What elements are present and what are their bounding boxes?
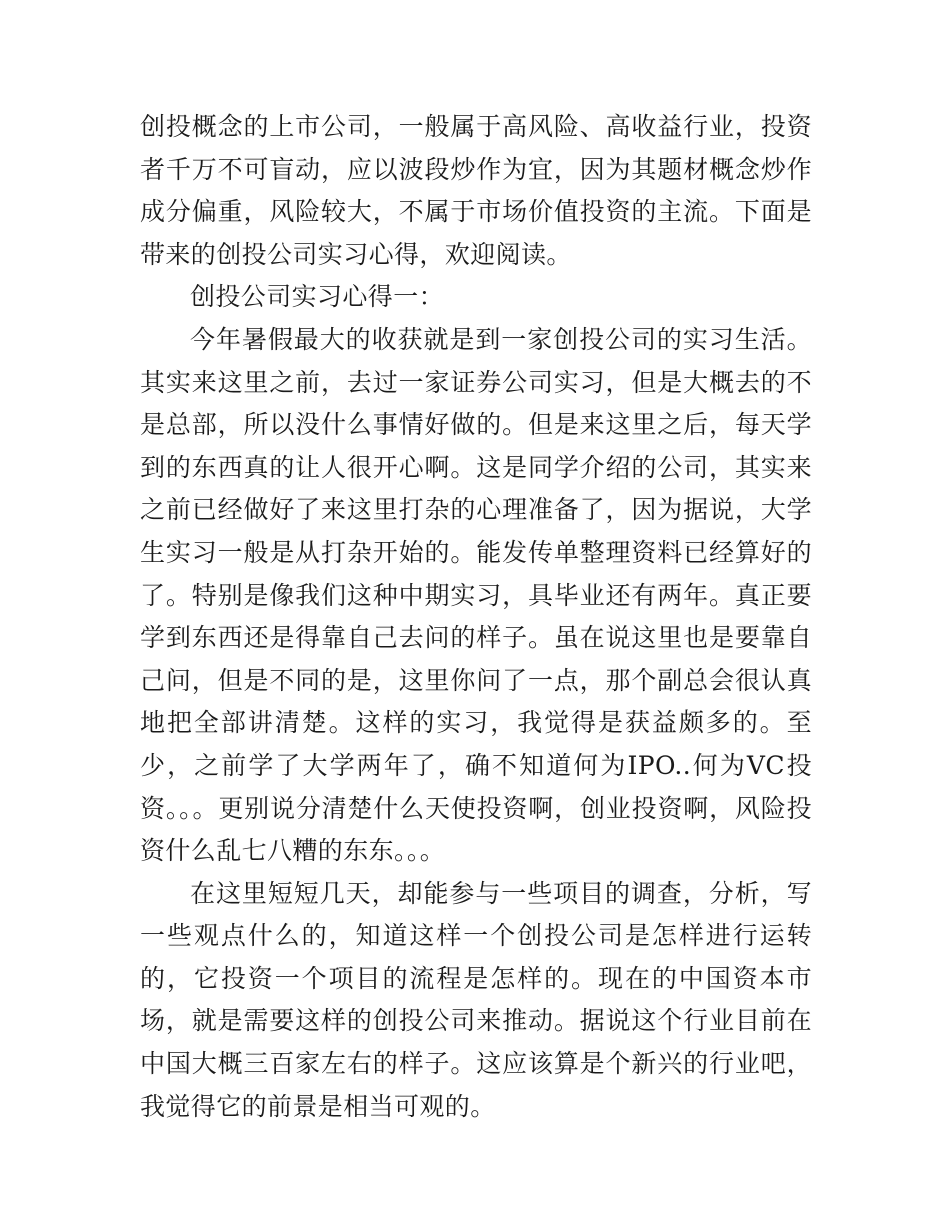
document-body bbox=[140, 106, 812, 1128]
paragraph-body-1: 今年暑假最大的收获就是到一家创投公司的实习生活。其实来这里之前，去过一家证券公司实习，但是大概去的不是总部，所以没什么事情好做的。但是来这里之后，每天学到的东西真的让人很开心啊。这是同学介绍的公司，其实来之前已经做好了来这里打杂的心理准备了，因为据说，大学生实习一般是从打杂开始的。能发传单整理资料已经算好的了。特别是像我们这种中期实习，具毕业还有两年。真正要学到东西还是得靠自己去问的样子。虽在说这里也是要靠自己问，但是不同的是，这里你问了一点，那个副总会很认真地把全部讲清楚。这样的实习，我觉得是获益颇多的。至少，之前学了大学两年了，确不知道何为IPO..何为VC投资。。。更别说分清楚什么天使投资啊，创业投资啊，风险投资什么乱七八糟的东东。。。 bbox=[140, 324, 812, 866]
paragraph-body-2: 在这里短短几天，却能参与一些项目的调查，分析，写一些观点什么的，知道这样一个创投公司是怎样进行运转的，它投资一个项目的流程是怎样的。现在的中国资本市场，就是需要这样的创投公司来推动。据说这个行业目前在中国大概三百家左右的样子。这应该算是个新兴的行业吧，我觉得它的前景是相当可观的。 bbox=[140, 878, 812, 1121]
paragraph-intro: 创投概念的上市公司，一般属于高风险、高收益行业，投资者千万不可盲动，应以波段炒作为宜，因为其题材概念炒作成分偏重，风险较大，不属于市场价值投资的主流。下面是带来的创投公司实习心得，欢迎阅读。 bbox=[140, 112, 812, 269]
section-heading: 创投公司实习心得一： bbox=[190, 282, 445, 312]
